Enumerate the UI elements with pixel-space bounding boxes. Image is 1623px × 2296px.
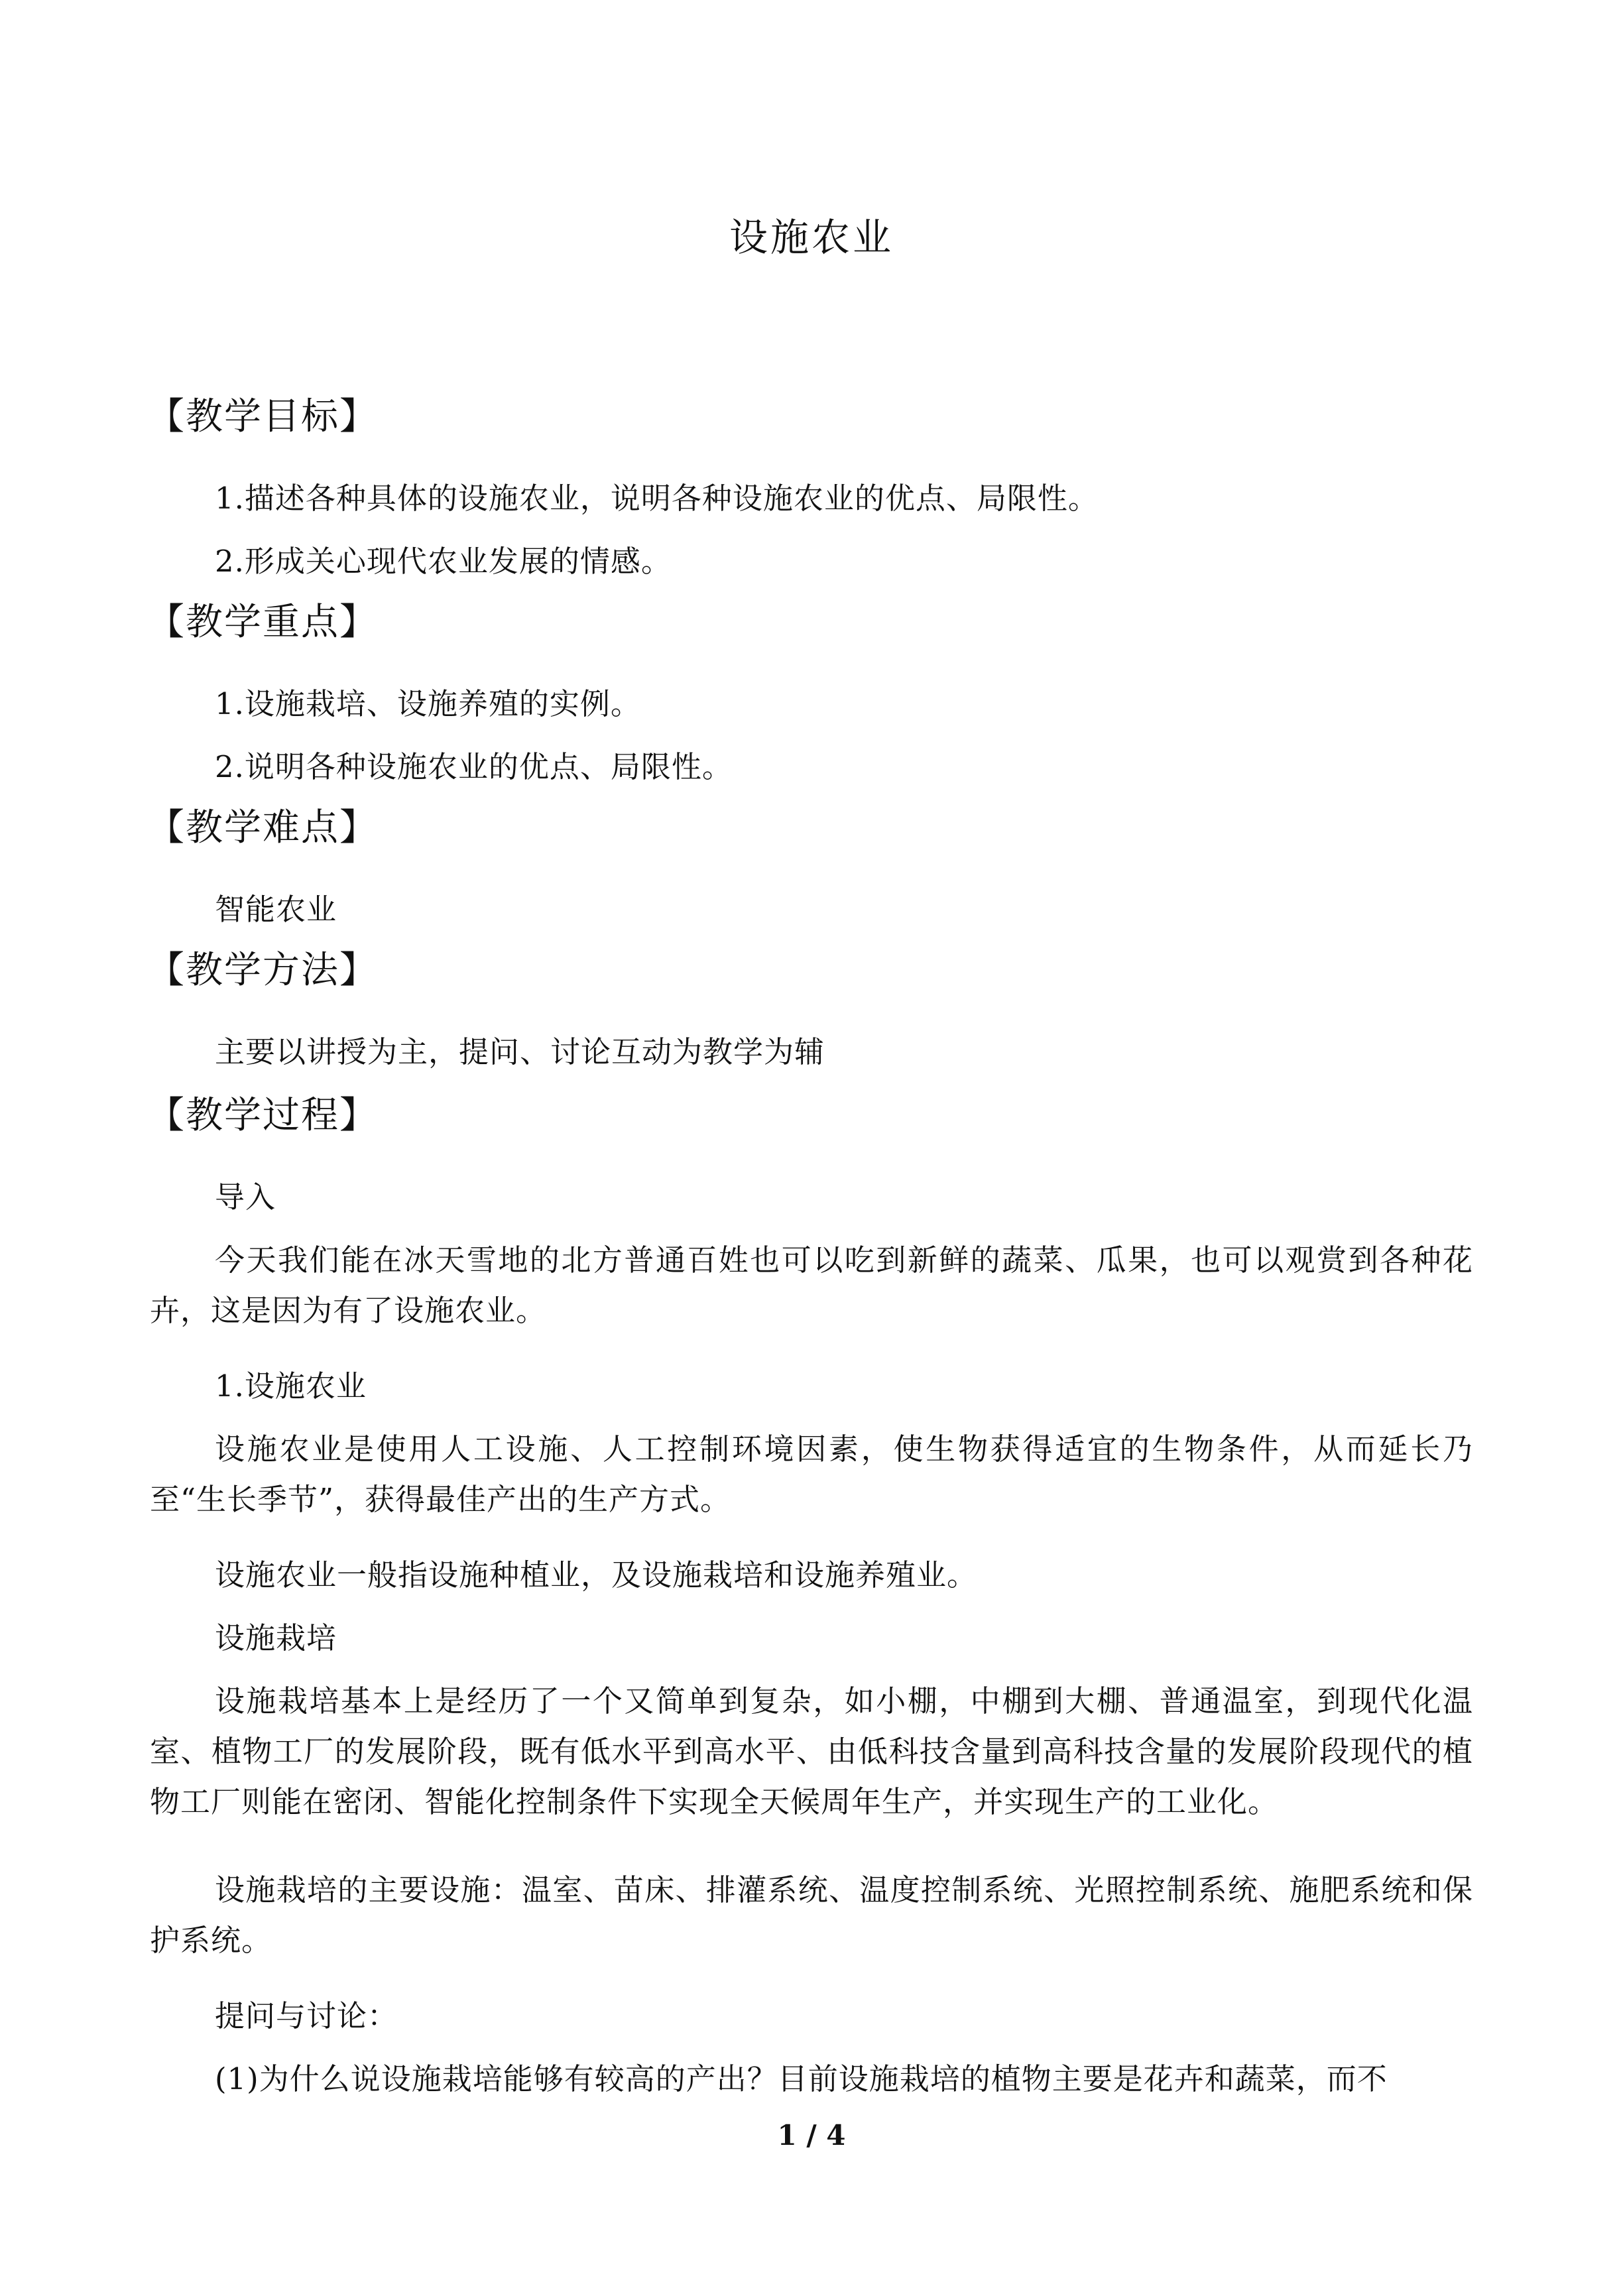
process-question: (1)为什么说设施栽培能够有较高的产出？目前设施栽培的植物主要是花卉和蔬菜，而不: [215, 2061, 1388, 2096]
process-subheading: 设施栽培: [215, 1620, 337, 1656]
heading-key-points: 【教学重点】: [147, 601, 378, 644]
process-subheading: 1.设施农业: [215, 1368, 367, 1404]
process-paragraph-intro: 导入: [215, 1179, 276, 1215]
process-subheading: 提问与讨论：: [215, 1998, 398, 2033]
heading-process: 【教学过程】: [147, 1094, 378, 1137]
key-point-item-1: 1.设施栽培、设施养殖的实例。: [215, 686, 641, 721]
objective-item-1: 1.描述各种具体的设施农业，说明各种设施农业的优点、局限性。: [215, 481, 1099, 516]
document-title: 设施农业: [729, 215, 894, 260]
heading-objectives: 【教学目标】: [147, 395, 378, 438]
process-paragraph: 设施农业是使用人工设施、人工控制环境因素，使生物获得适宜的生物条件，从而延长乃至“生长季节”，获得最佳产出的生产方式。: [150, 1431, 1473, 1517]
difficulty-item-1: 智能农业: [215, 892, 337, 927]
process-paragraph: 今天我们能在冰天雪地的北方普通百姓也可以吃到新鲜的蔬菜、瓜果，也可以观赏到各种花卉，这是因为有了设施农业。: [150, 1242, 1473, 1328]
process-paragraph: 设施栽培的主要设施：温室、苗床、排灌系统、温度控制系统、光照控制系统、施肥系统和保护系统。: [150, 1872, 1473, 1958]
key-point-item-2: 2.说明各种设施农业的优点、局限性。: [215, 749, 733, 784]
heading-methods: 【教学方法】: [147, 949, 378, 992]
method-item-1: 主要以讲授为主，提问、讨论互动为教学为辅: [215, 1034, 825, 1069]
heading-difficulties: 【教学难点】: [147, 806, 378, 849]
process-paragraph: 设施栽培基本上是经历了一个又简单到复杂，如小棚，中棚到大棚、普通温室，到现代化温室、植物工厂的发展阶段，既有低水平到高水平、由低科技含量到高科技含量的发展阶段现代的植物工厂则能在密闭、智能化控制条件下实现全天候周年生产，并实现生产的工业化。: [150, 1683, 1473, 1819]
process-paragraph: 设施农业一般指设施种植业，及设施栽培和设施养殖业。: [215, 1557, 978, 1593]
page-number: 1 / 4: [777, 2119, 846, 2151]
objective-item-2: 2.形成关心现代农业发展的情感。: [215, 544, 672, 579]
